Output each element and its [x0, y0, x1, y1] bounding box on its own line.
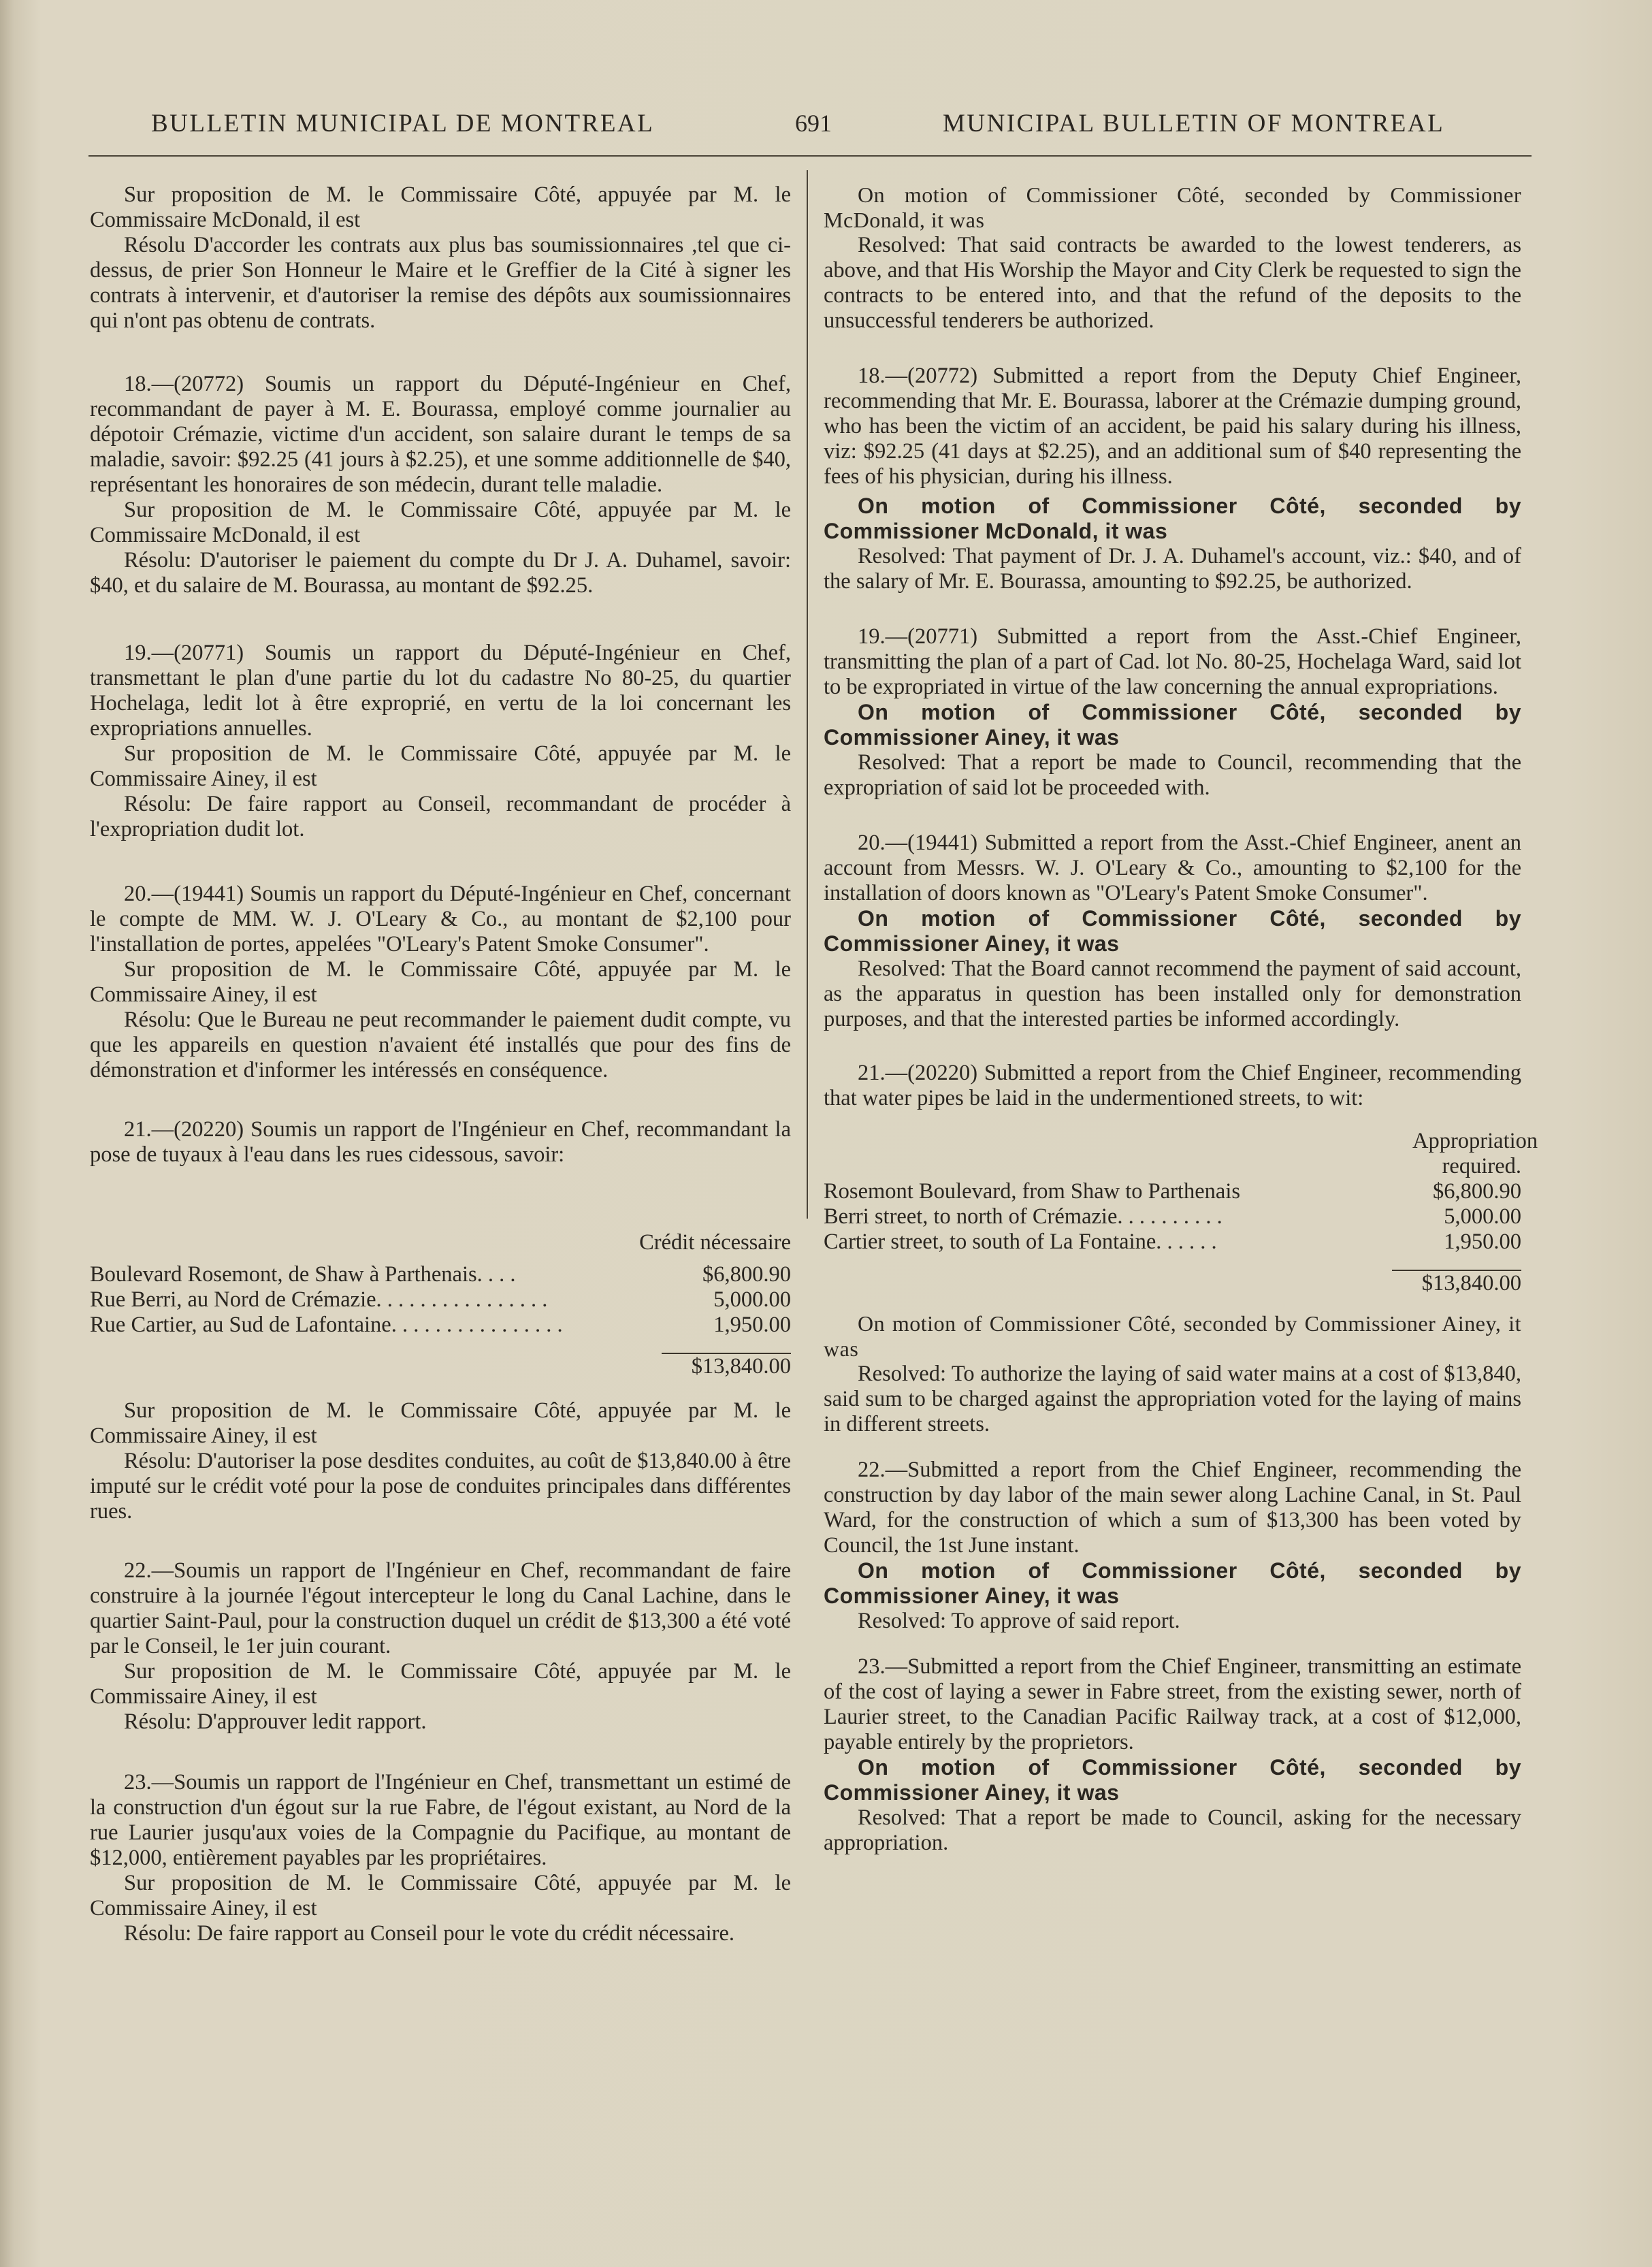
item-23-text: 23.—Submitted a report from the Chief Engineer, transmitting an estimate of the cost of laying a sewer in Fabre street, from the existing sewer, north of Laurier street, to the Canadian Pacific Railway track, at a cost of $12,000, payable entirely by the proprietors. — [824, 1654, 1521, 1754]
item-20-motion: On motion of Commissioner Côté, seconded by Commissioner Ainey, it was — [824, 906, 1521, 956]
table-row — [824, 1204, 1521, 1229]
table-total: $13,840.00 — [691, 1354, 791, 1379]
item-23-resolution: Resolved: That a report be made to Council, asking for the necessary appropriation. — [824, 1805, 1521, 1855]
row-label: Rue Berri, au Nord de Crémazie — [90, 1287, 376, 1312]
table-row — [90, 1313, 791, 1338]
leader-dots: . . . . . . . . . . . . . . . . — [391, 1313, 563, 1337]
item-22-motion: Sur proposition de M. le Commissaire Côté, appuyée par M. le Commissaire Ainey, il est — [90, 1659, 791, 1709]
item-22-motion: On motion of Commissioner Côté, seconded by Commissioner Ainey, it was — [824, 1558, 1521, 1608]
item-21-text: 21.—(20220) Soumis un rapport de l'Ingénieur en Chef, recommandant la pose de tuyaux à l'eau dans les rues cidessous, savoir: — [90, 1117, 791, 1167]
table-row — [90, 1262, 791, 1287]
item-19-resolution: Résolu: De faire rapport au Conseil, recommandant de procéder à l'expropriation dudit lot. — [90, 792, 791, 841]
row-amount: $6,800.90 — [702, 1262, 791, 1287]
item-20-text: 20.—(19441) Submitted a report from the Asst.-Chief Engineer, anent an account from Messrs. W. J. O'Leary & Co., amounting to $2,100 for the installation of doors known as "O'Leary's Patent Smoke Consumer". — [824, 831, 1521, 905]
credit-table-header: Crédit nécessaire — [639, 1230, 791, 1255]
item-18-resolution: Resolved: That payment of Dr. J. A. Duhamel's account, viz.: $40, and of the salary of Mr. E. Bourassa, amounting to $92.25, be authorized. — [824, 544, 1521, 594]
leader-dots: . . . . . . — [1156, 1229, 1217, 1254]
item-23-motion: Sur proposition de M. le Commissaire Côté, appuyée par M. le Commissaire Ainey, il est — [90, 1871, 791, 1920]
item-19-motion: On motion of Commissioner Côté, seconded by Commissioner Ainey, it was — [824, 700, 1521, 750]
item-19-motion: Sur proposition de M. le Commissaire Côté, appuyée par M. le Commissaire Ainey, il est — [90, 741, 791, 791]
row-label: Rosemont Boulevard, from Shaw to Parthenais — [824, 1179, 1240, 1204]
item-18-resolution: Résolu: D'autoriser le paiement du compte du Dr J. A. Duhamel, savoir: $40, et du salaire de M. Bourassa, au montant de $92.25. — [90, 548, 791, 598]
table-total: $13,840.00 — [1421, 1271, 1521, 1296]
item-19-text: 19.—(20771) Soumis un rapport du Député-Ingénieur en Chef, transmettant le plan d'une partie du lot du cadastre No 80-25, du quartier Hochelaga, ledit lot à être exproprié, en vertu de la loi concernant les expropriations annuelles. — [90, 641, 791, 741]
item-21-resolution: Resolved: To authorize the laying of said water mains at a cost of $13,840, said sum to be charged against the appropriation voted for the laying of mains in different streets. — [824, 1362, 1521, 1436]
header-rule — [88, 155, 1532, 157]
row-amount: 5,000.00 — [713, 1287, 791, 1312]
item-23-resolution: Résolu: De faire rapport au Conseil pour le vote du crédit nécessaire. — [124, 1921, 735, 1946]
item-22-resolution: Résolu: D'approuver ledit rapport. — [124, 1709, 427, 1734]
row-amount: 1,950.00 — [1444, 1229, 1521, 1254]
page-header — [0, 109, 1652, 150]
leader-dots: . . . . . . . . . . . . . . . . — [376, 1287, 548, 1312]
item-21-motion: On motion of Commissioner Côté, seconded by Commissioner Ainey, it was — [824, 1311, 1521, 1361]
item-20-resolution: Resolved: That the Board cannot recommend the payment of said account, as the apparatus in question has been installed only for demonstration purposes, and that the interested parties be informed accordingly. — [824, 956, 1521, 1031]
row-label: Berri street, to north of Crémazie — [824, 1204, 1118, 1229]
appropriation-table-header: Appropriation required. — [1412, 1129, 1538, 1178]
item-21-motion: Sur proposition de M. le Commissaire Côté, appuyée par M. le Commissaire Ainey, il est — [90, 1398, 791, 1448]
item-18-motion: Sur proposition de M. le Commissaire Côté, appuyée par M. le Commissaire McDonald, il est — [90, 498, 791, 547]
row-amount: $6,800.90 — [1433, 1179, 1521, 1204]
resolution-text: Resolved: That said contracts be awarded to the lowest tenderers, as above, and that His Worship the Mayor and City Clerk be requested to sign the contracts to be entered into, and that the refund of the deposits to the unsuccessful tenderers be authorized. — [824, 233, 1521, 333]
english-column — [824, 182, 1538, 1856]
leader-dots: . . . . . . . . . . — [1117, 1204, 1222, 1229]
table-row — [90, 1287, 791, 1313]
item-18-motion: On motion of Commissioner Côté, seconded by Commissioner McDonald, it was — [824, 494, 1521, 543]
page-number: 691 — [795, 110, 832, 137]
appropriation-table — [824, 1129, 1538, 1296]
item-23-text: 23.—Soumis un rapport de l'Ingénieur en Chef, transmettant un estimé de la construction d'un égout sur la rue Fabre, de l'égout existant, au Nord de la rue Laurier jusqu'aux voies de la Compagnie du Pacifique, au montant de $12,000, entièrement payables par les propriétaires. — [90, 1770, 791, 1870]
item-21-text: 21.—(20220) Submitted a report from the Chief Engineer, recommending that water pipes be laid in the undermentioned streets, to wit: — [824, 1061, 1521, 1110]
motion-text: On motion of Commissioner Côté, seconded by Commissioner McDonald, it was — [824, 182, 1521, 232]
table-row — [824, 1179, 1521, 1204]
row-label: Rue Cartier, au Sud de Lafontaine — [90, 1313, 391, 1337]
item-22-text: 22.—Soumis un rapport de l'Ingénieur en Chef, recommandant de faire construire à la journée l'égout intercepteur le long du Canal Lachine, dans le quartier Saint-Paul, pour la construction duquel un crédit de $13,300 a été voté par le Conseil, le 1er juin courant. — [90, 1558, 791, 1658]
row-amount: 1,950.00 — [713, 1313, 791, 1337]
item-19-text: 19.—(20771) Submitted a report from the Asst.-Chief Engineer, transmitting the plan of a part of Cad. lot No. 80-25, Hochelaga Ward, said lot to be expropriated in virtue of the law concerning the annual expropriations. — [824, 624, 1521, 699]
item-20-text: 20.—(19441) Soumis un rapport du Député-Ingénieur en Chef, concernant le compte de MM. W. J. O'Leary & Co., au montant de $2,100 pour l'installation de portes, appelées "O'Leary's Patent Smoke Consumer". — [90, 882, 791, 956]
item-20-motion: Sur proposition de M. le Commissaire Côté, appuyée par M. le Commissaire Ainey, il est — [90, 957, 791, 1007]
item-21-resolution: Résolu: D'autoriser la pose desdites conduites, au coût de $13,840.00 à être imputé sur le crédit voté pour la pose de conduites principales dans différentes rues. — [90, 1449, 791, 1524]
row-amount: 5,000.00 — [1444, 1204, 1521, 1229]
credit-table — [90, 1230, 791, 1379]
row-label: Boulevard Rosemont, de Shaw à Parthenais — [90, 1262, 477, 1287]
item-22-resolution: Resolved: To approve of said report. — [858, 1609, 1180, 1633]
leader-dots: . . . . — [476, 1262, 516, 1287]
table-row — [824, 1229, 1521, 1255]
item-18-text: 18.—(20772) Submitted a report from the Deputy Chief Engineer, recommending that Mr. E. Bourassa, laborer at the Crémazie dumping ground, who has been the victim of an accident, be paid his salary during his illness, viz: $92.25 (41 days at $2.25), and an additional sum of $40 representing the fees of his physician, during his illness. — [824, 364, 1521, 489]
resolution-text: Résolu D'accorder les contrats aux plus bas soumissionnaires ,tel que ci-dessus, de prier Son Honneur le Maire et le Greffier de la Cité à signer les contrats à intervenir, et d'autoriser la remise des dépôts aux soumissionnaires qui n'ont pas obtenu de contrats. — [90, 233, 791, 333]
header-right-title: MUNICIPAL BULLETIN OF MONTREAL — [943, 110, 1445, 138]
header-left-title: BULLETIN MUNICIPAL DE MONTREAL — [151, 110, 655, 138]
column-divider — [807, 170, 808, 1219]
item-18-text: 18.—(20772) Soumis un rapport du Député-Ingénieur en Chef, recommandant de payer à M. E. Bourassa, employé comme journalier au dépotoir Crémazie, victime d'un accident, son salaire durant le temps de sa maladie, savoir: $92.25 (41 jours à $2.25), et une somme additionnelle de $40, représentant les honoraires de son médecin, durant telle maladie. — [90, 372, 791, 497]
french-column — [90, 182, 791, 1946]
item-22-text: 22.—Submitted a report from the Chief Engineer, recommending the construction by day labor of the main sewer along Lachine Canal, in St. Paul Ward, for the construction of which a sum of $13,300 has been voted by Council, the 1st June instant. — [824, 1458, 1521, 1558]
row-label: Cartier street, to south of La Fontaine — [824, 1229, 1156, 1254]
item-20-resolution: Résolu: Que le Bureau ne peut recommander le paiement dudit compte, vu que les appareils en question n'avaient été installés que pour des fins de démonstration et d'informer les intéressés en conséquence. — [90, 1008, 791, 1082]
item-23-motion: On motion of Commissioner Côté, seconded by Commissioner Ainey, it was — [824, 1755, 1521, 1805]
item-19-resolution: Resolved: That a report be made to Council, recommending that the expropriation of said lot be proceeded with. — [824, 750, 1521, 800]
motion-text: Sur proposition de M. le Commissaire Côté, appuyée par M. le Commissaire McDonald, il est — [90, 182, 791, 232]
